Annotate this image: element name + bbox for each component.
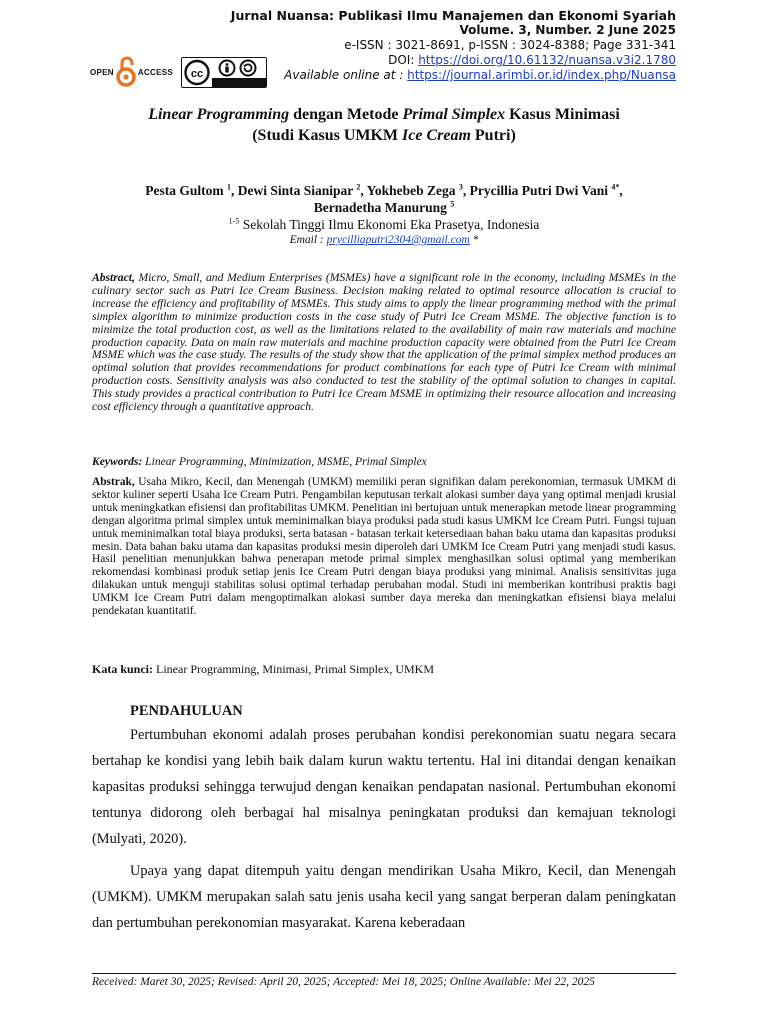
title-text-a: dengan Metode (289, 106, 403, 123)
paragraph-2: Upaya yang dapat ditempuh yaitu dengan mendirikan Usaha Mikro, Kecil, dan Menengah (UMKM). UMKM merupakan salah satu jenis usaha kecil yang sangat berperan dalam peningkatan dan pertumbuhan perekonomian masyarakat. Karena keberadaan (92, 863, 676, 931)
title-ice-cream: Ice Cream (402, 127, 471, 144)
author-4-comma: , (619, 183, 623, 198)
author-4: , Prycillia Putri Dwi Vani (462, 183, 612, 198)
abstract-en-text: Micro, Small, and Medium Enterprises (MSMEs) have a significant role in the economy, including MSMEs in the culinary sector such as Putri Ice Cream Business. Decision making related to optimal resource allocation is crucial to increase the efficiency and profitability of MSMEs. This study aims to apply the linear programming method with the primal simplex algorithm to minimize production costs in the case study of Putri Ice Cream MSME. The objective function is to minimize the total production cost, as well as the limitations related to the availability of main raw materials and machine production capacity. Data on main raw materials and machine production capacity were obtained from the Putri Ice Cream MSME which was the case study. The results of the study show that the application of the primal simplex method produces an optimal solution that provides recommendations for product combinations for each type of Putri Ice Cream with minimal production costs. Sensitivity analysis was also conducted to test the stability of the optimal solution to changes in capital. This study provides a practical contribution to Putri Ice Cream MSME in optimizing their resource allocation and increasing cost efficiency through a quantitative approach. (92, 271, 676, 414)
svg-text:cc: cc (190, 67, 204, 80)
section-heading: PENDAHULUAN (130, 703, 243, 719)
author-list (90, 182, 678, 216)
corresponding-email (90, 234, 678, 246)
doi-label: DOI: (388, 53, 419, 67)
author-5-sup: 5 (450, 199, 455, 209)
open-lock-icon (116, 55, 136, 89)
journal-meta (231, 8, 676, 83)
abstract-en-label: Abstract, (92, 271, 135, 284)
email-label: Email : (289, 234, 327, 246)
author-5: Bernadetha Manurung (313, 200, 451, 215)
author-2: , Dewi Sinta Sianipar (230, 183, 357, 198)
open-access-text-right: ACCESS (137, 67, 174, 77)
email-link[interactable]: prycilliaputri2304@gmail.com (326, 234, 470, 246)
paragraph-1: Pertumbuhan ekonomi adalah proses perubahan kondisi perekonomian suatu negara secara bertahap ke kondisi yang lebih baik dalam kurun waktu tertentu. Hal ini ditandai dengan kenaikan kapasitas produksi sehingga terwujud dengan kenaikan pendapatan nasional. Pertumbuhan ekonomi tentunya didorong oleh berbagai hal misalnya peningkatan produksi dan kemajuan teknologi (Mulyati, 2020). (92, 727, 676, 847)
footer-dates: Received: Maret 30, 2025; Revised: April 20, 2025; Accepted: Mei 18, 2025; Online Available: Mei 22, 2025 (92, 976, 595, 988)
title-text-d: Putri) (470, 127, 516, 144)
title-text-b: Kasus Minimasi (505, 106, 620, 123)
title-text-c: (Studi Kasus UMKM (252, 127, 403, 144)
journal-issn: e-ISSN : 3021-8691, p-ISSN : 3024-8388; Page 331-341 (344, 38, 676, 52)
abstract-id-label: Abstrak, (92, 476, 135, 488)
paper-title (80, 104, 688, 146)
author-1: Pesta Gultom (145, 183, 227, 198)
author-3-sup: 3 (458, 182, 463, 192)
doi-line (231, 53, 676, 68)
keywords-id-label: Kata kunci: (92, 662, 154, 676)
keywords-en-text: Linear Programming, Minimization, MSME, Primal Simplex (142, 455, 427, 468)
abstract-indonesian (92, 476, 676, 618)
email-star: * (469, 234, 479, 246)
body-text (92, 722, 676, 942)
journal-header (60, 8, 676, 90)
keywords-indonesian (92, 662, 676, 677)
abstract-id-text: Usaha Mikro, Kecil, dan Menengah (UMKM) memiliki peran signifikan dalam perekonomian, termasuk UMKM di sektor kuliner seperti Usaha Ice Cream Putri. Pengambilan keputusan terkait alokasi sumber daya yang optimal menjadi krusial untuk meningkatkan efisiensi dan profitabilitas UMKM. Penelitian ini bertujuan untuk menerapkan metode linear programming dengan algoritma primal simplex untuk meminimalkan biaya produksi pada studi kasus UMKM Ice Cream Putri. Fungsi tujuan untuk meminimalkan total biaya produksi, serta batasan - batasan terkait ketersediaan bahan baku utama dan kapasitas produksi mesin. Data bahan baku utama dan kapasitas produksi mesin diperoleh dari UMKM Ice Cream Putri yang menjadi studi kasus. Hasil penelitian menunjukkan bahwa penerapan metode primal simplex menghasilkan solusi optimal yang memberikan rekomendasi kombinasi produk setiap jenis Ice Cream Putri dengan biaya produksi yang minimal. Analisis sensitivitas juga dilakukan untuk menguji stabilitas solusi optimal terhadap perubahan modal. Studi ini memberikan kontribusi praktis bagi UMKM Ice Cream Putri dalam mengoptimalkan alokasi sumber daya mereka dan meningkatkan efisiensi biaya melalui pendekatan kuantitatif. (92, 476, 676, 618)
journal-url-link[interactable]: https://journal.arimbi.or.id/index.php/Nuansa (407, 68, 676, 82)
journal-name: Jurnal Nuansa: Publikasi Ilmu Manajemen dan Ekonomi Syariah (230, 8, 676, 23)
keywords-english (92, 455, 676, 468)
author-2-sup: 2 (356, 182, 361, 192)
footer-divider (92, 973, 676, 974)
title-primal-simplex: Primal Simplex (402, 106, 506, 123)
available-label: Available online at : (284, 68, 408, 82)
keywords-en-label: Keywords: (92, 455, 143, 468)
author-3: , Yokhebeb Zega (360, 183, 459, 198)
open-access-text-left: OPEN (90, 67, 114, 77)
available-line (231, 68, 676, 83)
title-lp: Linear Programming (148, 106, 290, 123)
abstract-english (92, 272, 676, 414)
journal-volume: Volume. 3, Number. 2 June 2025 (459, 23, 676, 37)
doi-link[interactable]: https://doi.org/10.61132/nuansa.v3i2.1780 (418, 53, 676, 67)
affiliation-text: Sekolah Tinggi Ilmu Ekonomi Eka Prasetya, Indonesia (239, 217, 540, 232)
author-1-sup: 1 (226, 182, 231, 192)
keywords-id-text: Linear Programming, Minimasi, Primal Simplex, UMKM (153, 662, 434, 676)
author-4-sup: 4* (611, 182, 620, 192)
open-access-logo (90, 55, 173, 89)
affiliation-sup: 1-5 (228, 216, 240, 226)
affiliation (90, 216, 678, 233)
